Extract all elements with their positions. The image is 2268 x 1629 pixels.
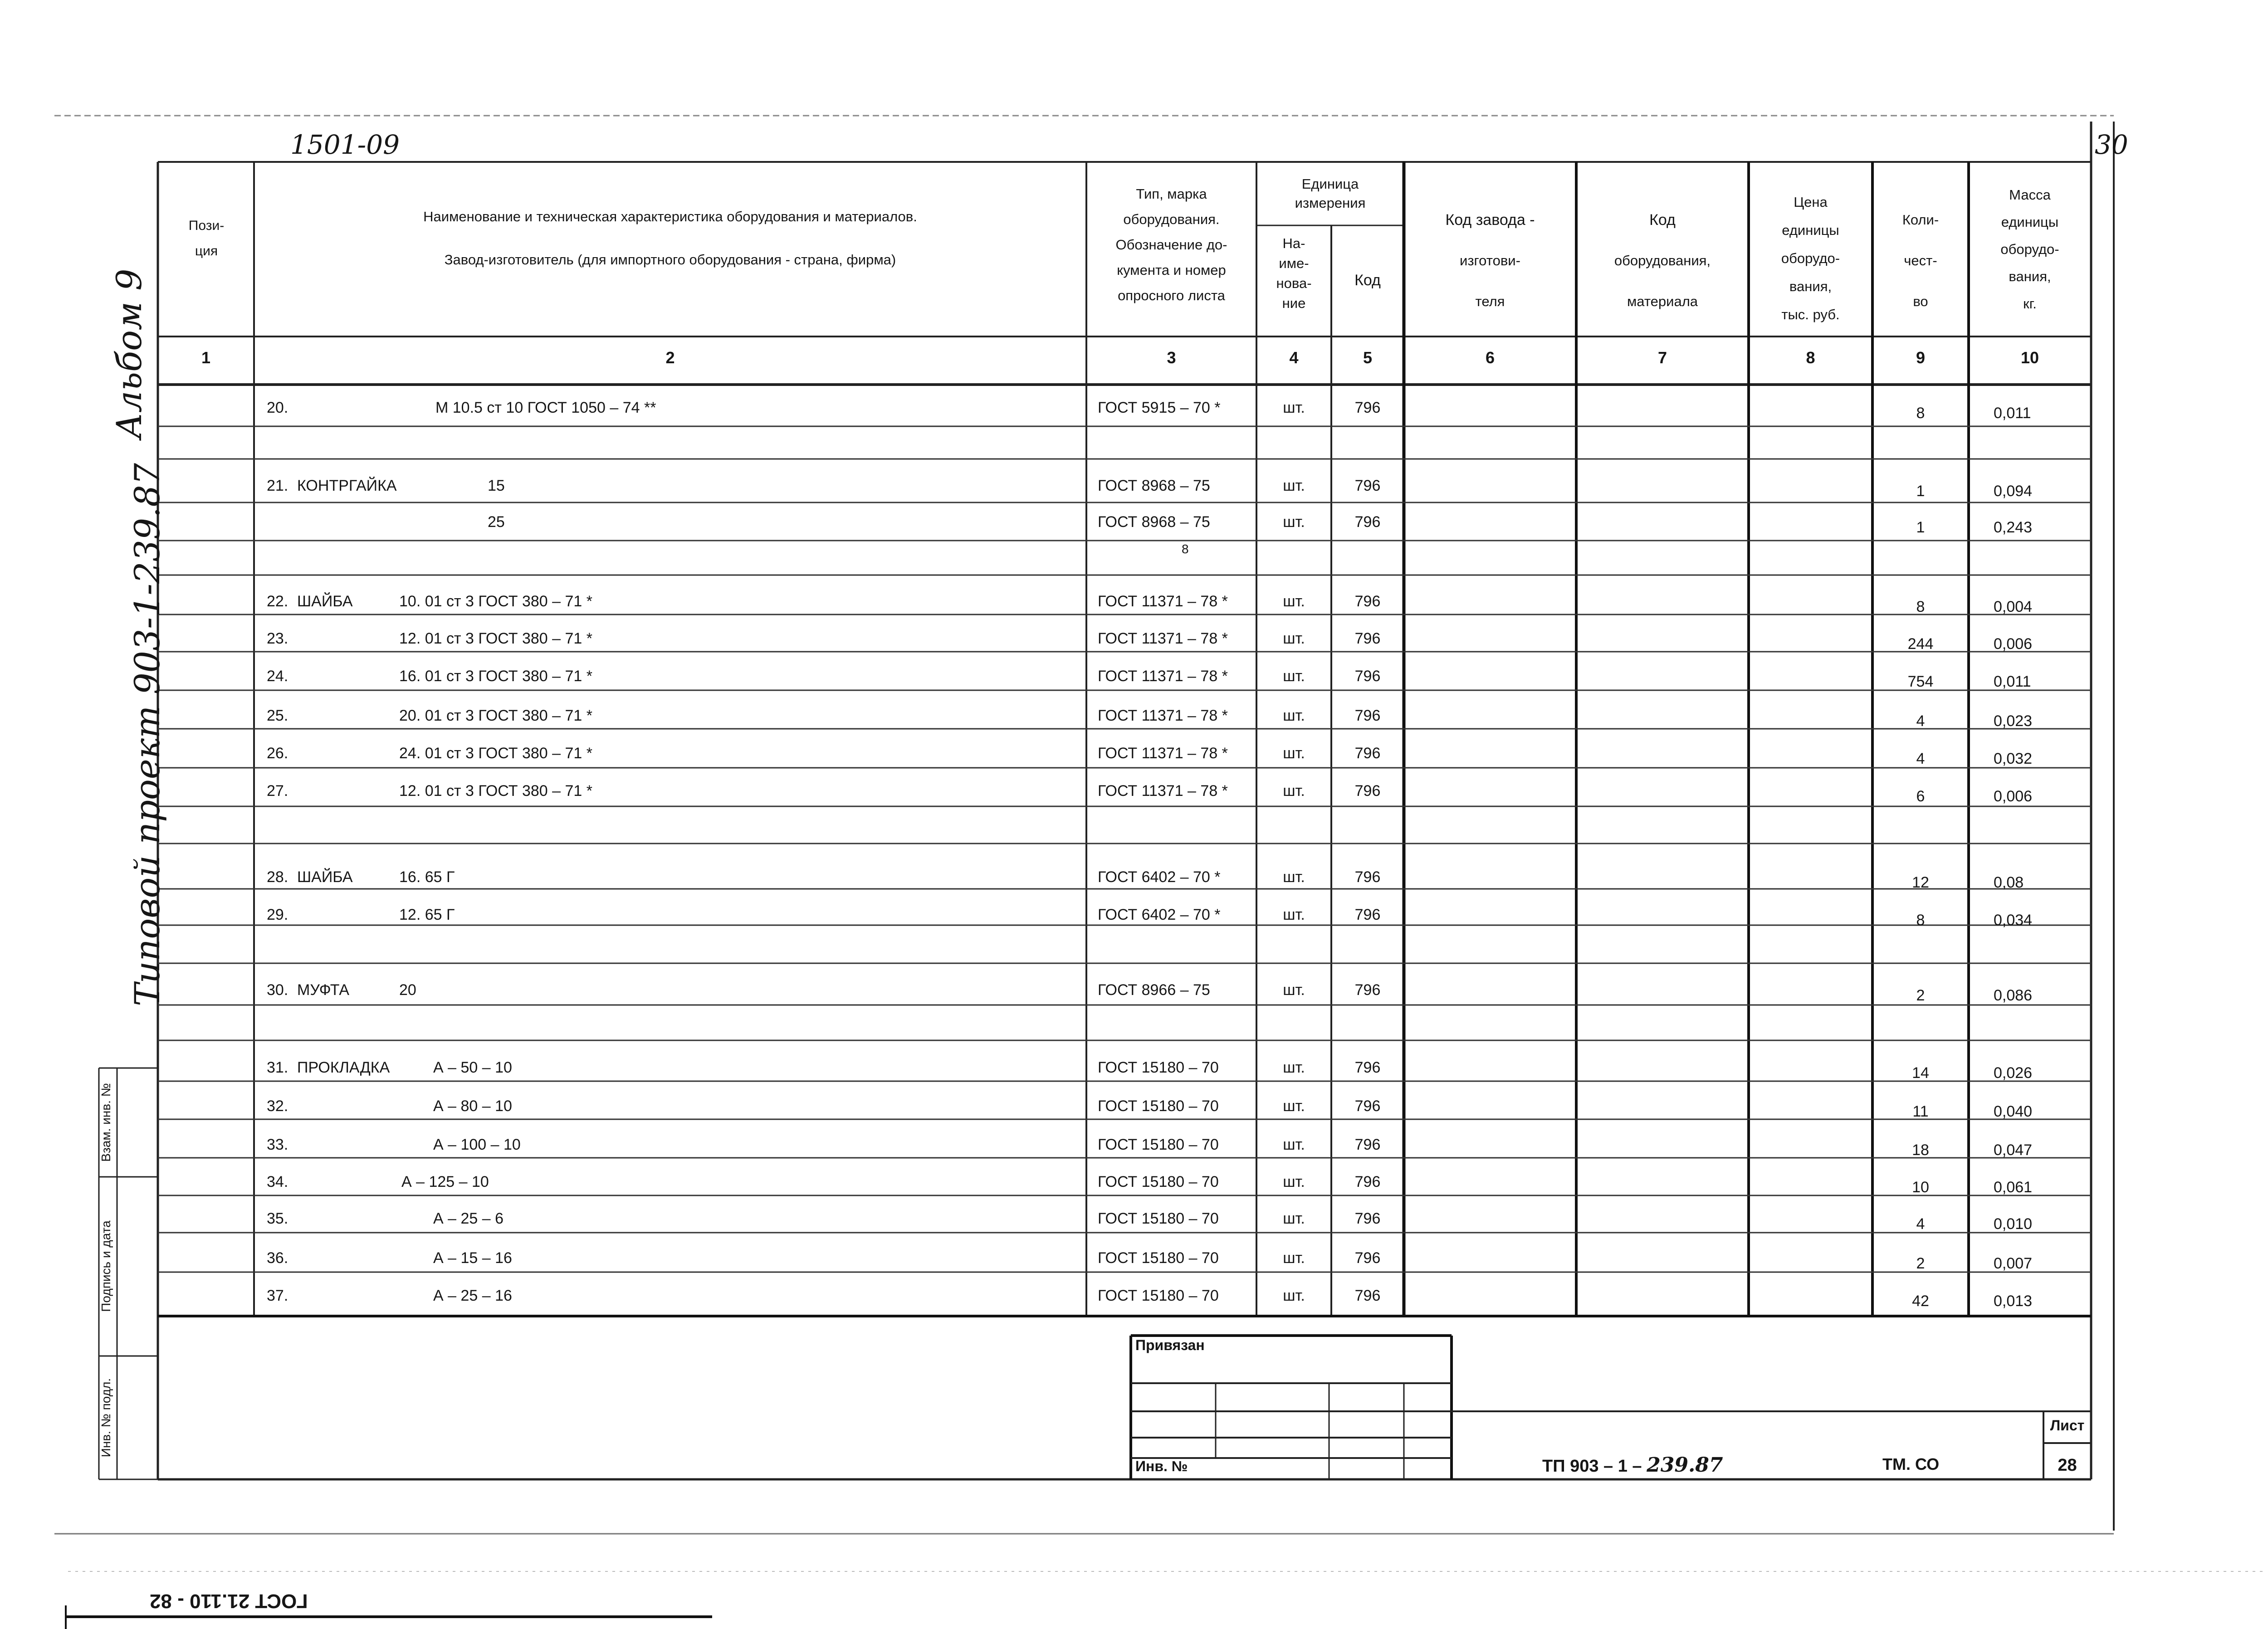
row-code: 796 xyxy=(1354,477,1381,494)
row-mass: 0,243 xyxy=(1994,519,2033,536)
row-code: 796 xyxy=(1354,1287,1381,1304)
header-qty-line: чест- xyxy=(1904,253,1937,268)
header-unit-group: Единица измерения xyxy=(1295,176,1366,211)
header-equip-code xyxy=(1576,200,1749,322)
row-unit: шт. xyxy=(1283,399,1305,416)
row-mass: 0,006 xyxy=(1994,788,2033,805)
stamp-doc-code-printed: ТП 903 – 1 – xyxy=(1542,1457,1647,1476)
row-doc: ГОСТ 11371 – 78 * xyxy=(1098,630,1228,647)
header-plant-code-line: Код завода - xyxy=(1445,211,1535,229)
stamp-sheet-label: Лист xyxy=(2050,1417,2085,1434)
row-qty: 1 xyxy=(1916,519,1925,536)
row-doc: ГОСТ 15180 – 70 xyxy=(1098,1249,1219,1267)
row-mass: 0,040 xyxy=(1994,1103,2033,1120)
stamp-inv-no: Инв. № xyxy=(1135,1458,1188,1474)
row-doc: ГОСТ 15180 – 70 xyxy=(1098,1173,1219,1190)
row-unit: шт. xyxy=(1283,1136,1305,1153)
row-qty: 4 xyxy=(1916,750,1925,767)
row-doc: ГОСТ 11371 – 78 * xyxy=(1098,745,1228,762)
header-type-line: оборудования. xyxy=(1123,211,1220,227)
row-doc: ГОСТ 8968 – 75 xyxy=(1098,513,1210,531)
row-qty: 1 xyxy=(1916,483,1925,500)
row-number: 30. xyxy=(267,981,288,999)
row-spec: 20 xyxy=(399,981,416,999)
column-number: 6 xyxy=(1485,348,1495,367)
row-number: 22. xyxy=(267,593,288,610)
row-qty: 4 xyxy=(1916,712,1925,730)
row-spec: 24. 01 ст 3 ГОСТ 380 – 71 * xyxy=(399,745,592,762)
row-mass: 0,010 xyxy=(1994,1215,2033,1233)
row-name: МУФТА xyxy=(297,981,350,999)
row-qty: 11 xyxy=(1912,1103,1929,1120)
row-mass: 0,08 xyxy=(1994,874,2024,891)
row-mass: 0,094 xyxy=(1994,483,2033,500)
column-number: 8 xyxy=(1806,348,1815,367)
header-name-line2: Завод-изготовитель (для импортного оборудования - страна, фирма) xyxy=(444,252,896,268)
header-mass-line: вания, xyxy=(2009,268,2051,284)
stray-mark: 8 xyxy=(1182,542,1189,556)
row-unit: шт. xyxy=(1283,477,1305,494)
row-unit: шт. xyxy=(1283,1059,1305,1076)
header-unit-name-line: На- xyxy=(1282,235,1305,251)
row-number: 23. xyxy=(267,630,288,647)
row-number: 20. xyxy=(267,399,288,416)
row-number: 26. xyxy=(267,745,288,762)
row-code: 796 xyxy=(1354,1210,1381,1227)
row-spec: 15 xyxy=(488,477,505,494)
row-name: ПРОКЛАДКА xyxy=(297,1059,390,1076)
header-price xyxy=(1749,188,1872,329)
row-qty: 244 xyxy=(1907,635,1934,653)
row-number: 21. xyxy=(267,477,288,494)
header-type-line: кумента и номер xyxy=(1117,262,1226,278)
row-spec: А – 50 – 10 xyxy=(433,1059,512,1076)
header-unit-code: Код xyxy=(1354,272,1381,289)
row-unit: шт. xyxy=(1283,1173,1305,1190)
row-number: 33. xyxy=(267,1136,288,1153)
column-number: 7 xyxy=(1657,348,1667,367)
row-mass: 0,023 xyxy=(1994,712,2033,730)
row-mass: 0,026 xyxy=(1994,1064,2033,1082)
header-type-line: Обозначение до- xyxy=(1115,237,1227,253)
row-number: 31. xyxy=(267,1059,288,1076)
header-plant-code xyxy=(1404,200,1576,322)
row-name: ШАЙБА xyxy=(297,868,353,886)
row-number: 32. xyxy=(267,1097,288,1115)
row-mass: 0,032 xyxy=(1994,750,2033,767)
row-mass: 0,061 xyxy=(1994,1179,2033,1196)
row-spec: М 10.5 ст 10 ГОСТ 1050 – 74 ** xyxy=(435,399,656,416)
row-doc: ГОСТ 11371 – 78 * xyxy=(1098,782,1228,800)
row-unit: шт. xyxy=(1283,906,1305,923)
row-code: 796 xyxy=(1354,868,1381,886)
row-spec: 12. 01 ст 3 ГОСТ 380 – 71 * xyxy=(399,630,592,647)
row-unit: шт. xyxy=(1283,745,1305,762)
header-mass-line: кг. xyxy=(2023,296,2037,312)
row-qty: 8 xyxy=(1916,405,1925,422)
row-unit: шт. xyxy=(1283,1210,1305,1227)
side-stamp-signature-date: Подпись и дата xyxy=(99,1220,113,1312)
row-code: 796 xyxy=(1354,1136,1381,1153)
row-qty: 8 xyxy=(1916,912,1925,929)
row-spec: А – 80 – 10 xyxy=(433,1097,512,1115)
row-number: 37. xyxy=(267,1287,288,1304)
row-mass: 0,006 xyxy=(1994,635,2033,653)
column-number: 5 xyxy=(1363,348,1373,367)
header-plant-code-line: изготови- xyxy=(1460,253,1520,268)
row-code: 796 xyxy=(1354,745,1381,762)
row-qty: 12 xyxy=(1912,874,1929,891)
header-qty-line: Коли- xyxy=(1902,212,1939,228)
header-type xyxy=(1086,181,1256,308)
row-code: 796 xyxy=(1354,906,1381,923)
row-doc: ГОСТ 11371 – 78 * xyxy=(1098,593,1228,610)
row-name: КОНТРГАЙКА xyxy=(297,477,397,494)
row-spec: А – 15 – 16 xyxy=(433,1249,512,1267)
header-price-line: вания, xyxy=(1789,278,1832,294)
column-number: 1 xyxy=(201,348,211,367)
header-unit-name-line: име- xyxy=(1279,255,1309,271)
header-unit-name-line: нова- xyxy=(1276,275,1312,291)
side-stamp-replace-inv: Взам. инв. № xyxy=(99,1083,113,1162)
row-qty: 42 xyxy=(1912,1292,1929,1310)
column-number: 2 xyxy=(665,348,675,367)
row-code: 796 xyxy=(1354,981,1381,999)
header-price-line: единицы xyxy=(1782,222,1839,238)
row-number: 27. xyxy=(267,782,288,800)
row-spec: А – 125 – 10 xyxy=(401,1173,489,1190)
row-code: 796 xyxy=(1354,1059,1381,1076)
row-code: 796 xyxy=(1354,1097,1381,1115)
header-equip-code-line: оборудования, xyxy=(1614,253,1711,268)
header-price-line: тыс. руб. xyxy=(1781,307,1840,322)
row-number: 36. xyxy=(267,1249,288,1267)
row-code: 796 xyxy=(1354,1173,1381,1190)
row-code: 796 xyxy=(1354,782,1381,800)
row-name: ШАЙБА xyxy=(297,593,353,610)
row-unit: шт. xyxy=(1283,593,1305,610)
row-doc: ГОСТ 15180 – 70 xyxy=(1098,1097,1219,1115)
handwritten-code: 1501-09 xyxy=(290,129,400,160)
row-code: 796 xyxy=(1354,668,1381,685)
row-doc: ГОСТ 8968 – 75 xyxy=(1098,477,1210,494)
stamp-attached: Привязан xyxy=(1135,1337,1205,1353)
row-qty: 10 xyxy=(1912,1179,1929,1196)
header-price-line: Цена xyxy=(1794,194,1828,210)
column-number: 4 xyxy=(1289,348,1299,367)
row-doc: ГОСТ 15180 – 70 xyxy=(1098,1287,1219,1304)
row-spec: 25 xyxy=(488,513,505,531)
row-code: 796 xyxy=(1354,513,1381,531)
header-equip-code-line: материала xyxy=(1627,293,1698,309)
row-doc: ГОСТ 15180 – 70 xyxy=(1098,1136,1219,1153)
header-equip-code-line: Код xyxy=(1649,211,1676,229)
row-spec: 16. 65 Г xyxy=(399,868,455,886)
row-doc: ГОСТ 11371 – 78 * xyxy=(1098,668,1228,685)
row-mass: 0,011 xyxy=(1994,405,2031,422)
row-unit: шт. xyxy=(1283,981,1305,999)
row-qty: 754 xyxy=(1907,673,1934,690)
row-qty: 2 xyxy=(1916,1255,1925,1272)
header-mass-line: Масса xyxy=(2009,187,2051,203)
row-mass: 0,047 xyxy=(1994,1141,2033,1159)
column-number: 10 xyxy=(2020,348,2039,367)
page-corner-number: 30 xyxy=(2095,129,2128,160)
row-mass: 0,034 xyxy=(1994,912,2033,929)
row-mass: 0,086 xyxy=(1994,987,2033,1004)
row-doc: ГОСТ 15180 – 70 xyxy=(1098,1059,1219,1076)
row-spec: А – 25 – 6 xyxy=(433,1210,504,1227)
row-unit: шт. xyxy=(1283,782,1305,800)
header-mass-line: оборудо- xyxy=(2000,241,2059,257)
bottom-mirrored-standard: ГОСТ 21.110 - 82 xyxy=(150,1590,308,1612)
row-unit: шт. xyxy=(1283,513,1305,531)
row-unit: шт. xyxy=(1283,868,1305,886)
stamp-section: ТМ. СО xyxy=(1882,1455,1940,1473)
row-qty: 4 xyxy=(1916,1215,1925,1233)
row-code: 796 xyxy=(1354,399,1381,416)
row-unit: шт. xyxy=(1283,1249,1305,1267)
row-number: 34. xyxy=(267,1173,288,1190)
row-doc: ГОСТ 6402 – 70 * xyxy=(1098,868,1221,886)
header-price-line: оборудо- xyxy=(1781,250,1840,266)
row-qty: 8 xyxy=(1916,598,1925,615)
margin-title: Типовой проект 903-1-239.87 xyxy=(127,463,167,1007)
row-doc: ГОСТ 5915 – 70 * xyxy=(1098,399,1221,416)
header-mass-line: единицы xyxy=(2001,214,2059,230)
row-spec: А – 25 – 16 xyxy=(433,1287,512,1304)
row-number: 35. xyxy=(267,1210,288,1227)
row-mass: 0,011 xyxy=(1994,673,2031,690)
row-unit: шт. xyxy=(1283,1287,1305,1304)
header-name-line1: Наименование и техническая характеристика оборудования и материалов. xyxy=(423,209,917,224)
row-mass: 0,004 xyxy=(1994,598,2033,615)
row-spec: 16. 01 ст 3 ГОСТ 380 – 71 * xyxy=(399,668,592,685)
header-unit-name-line: ние xyxy=(1282,295,1306,311)
row-unit: шт. xyxy=(1283,1097,1305,1115)
row-spec: А – 100 – 10 xyxy=(433,1136,521,1153)
row-code: 796 xyxy=(1354,630,1381,647)
header-type-line: опросного листа xyxy=(1118,288,1225,303)
row-mass: 0,007 xyxy=(1994,1255,2033,1272)
row-qty: 2 xyxy=(1916,987,1925,1004)
stamp-sheet-number: 28 xyxy=(2058,1456,2077,1475)
row-unit: шт. xyxy=(1283,630,1305,647)
row-doc: ГОСТ 15180 – 70 xyxy=(1098,1210,1219,1227)
row-unit: шт. xyxy=(1283,668,1305,685)
row-code: 796 xyxy=(1354,593,1381,610)
side-stamp-original-inv: Инв. № подл. xyxy=(99,1378,113,1458)
row-spec: 12. 01 ст 3 ГОСТ 380 – 71 * xyxy=(399,782,592,800)
row-doc: ГОСТ 6402 – 70 * xyxy=(1098,906,1221,923)
row-spec: 20. 01 ст 3 ГОСТ 380 – 71 * xyxy=(399,707,592,724)
margin-album: Альбом 9 xyxy=(109,268,149,439)
row-qty: 18 xyxy=(1912,1141,1929,1159)
column-number: 9 xyxy=(1916,348,1926,367)
row-spec: 10. 01 ст 3 ГОСТ 380 – 71 * xyxy=(399,593,592,610)
row-number: 29. xyxy=(267,906,288,923)
header-qty xyxy=(1872,200,1969,322)
row-doc: ГОСТ 11371 – 78 * xyxy=(1098,707,1228,724)
stamp-doc-code-hand: 239.87 xyxy=(1647,1453,1723,1477)
row-code: 796 xyxy=(1354,1249,1381,1267)
stamp-doc-code xyxy=(1542,1453,1723,1477)
row-qty: 6 xyxy=(1916,788,1925,805)
row-number: 25. xyxy=(267,707,288,724)
header-unit-name xyxy=(1256,234,1331,313)
header-qty-line: во xyxy=(1913,293,1928,309)
header-type-line: Тип, марка xyxy=(1136,186,1207,202)
column-number: 3 xyxy=(1167,348,1176,367)
header-mass xyxy=(1969,181,2091,317)
row-qty: 14 xyxy=(1912,1064,1929,1082)
header-position: Пози- ция xyxy=(188,218,225,258)
row-code: 796 xyxy=(1354,707,1381,724)
row-doc: ГОСТ 8966 – 75 xyxy=(1098,981,1210,999)
row-number: 24. xyxy=(267,668,288,685)
row-spec: 12. 65 Г xyxy=(399,906,455,923)
row-number: 28. xyxy=(267,868,288,886)
row-unit: шт. xyxy=(1283,707,1305,724)
row-mass: 0,013 xyxy=(1994,1292,2033,1310)
header-plant-code-line: теля xyxy=(1475,293,1505,309)
